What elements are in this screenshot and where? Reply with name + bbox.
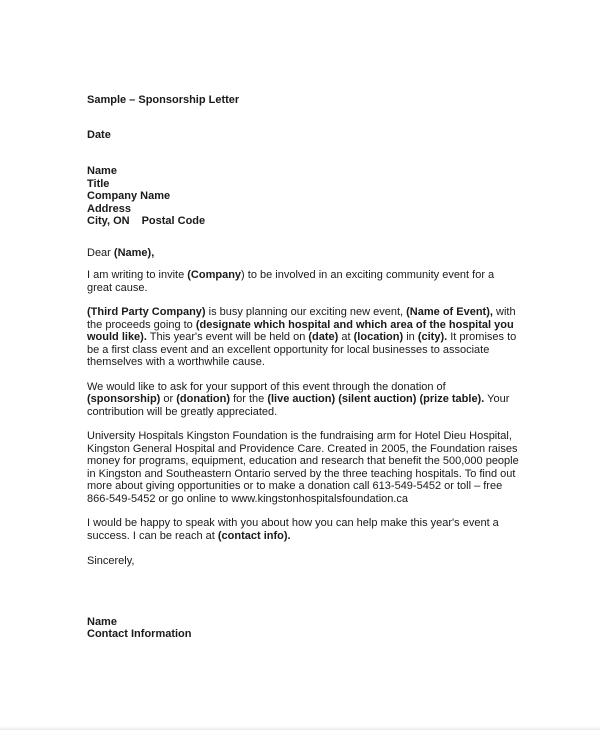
- letter-title: Sample – Sponsorship Letter: [87, 94, 240, 106]
- recipient-company: Company Name: [87, 190, 171, 202]
- paragraph-event: (Third Party Company) is busy planning our exciting new event, (Name of Event), with the proceeds going to (designate which hospital and which area of the hospital you would like). This year's event will be held on (date) at (location) in (city). It promises to be a first class event and an excellent opportunity for local businesses to associate themselves with a worthwhile cause.: [87, 306, 517, 368]
- recipient-name: Name: [87, 165, 117, 177]
- recipient-block: [87, 165, 522, 228]
- recipient-address: Address: [87, 202, 132, 215]
- closing: Sincerely,: [87, 555, 135, 567]
- salutation: Dear (Name),: [87, 246, 155, 259]
- paragraph-foundation: University Hospitals Kingston Foundation is the fundraising arm for Hotel Dieu Hospital, Kingston General Hospital and Providence Care. Created in 2005, the Foundation raises money for programs, equipment, education and research that benefit the 500,000 people in Kingston and Southeastern Ontario served by the three teaching hospitals. To find out more about giving opportunities or to make a donation call 613-549-5452 or toll – free 866-549-5452 or go online to www.kingstonhospitalsfoundation.ca: [87, 430, 519, 505]
- paragraph-invite: I am writing to invite (Company) to be involved in an exciting community event for a great cause.: [87, 269, 495, 294]
- paragraph-contact: I would be happy to speak with you about how you can help make this year's event a success. I can be reach at (contact info).: [87, 517, 499, 542]
- recipient-title: Title: [87, 177, 110, 190]
- signature-contact: Contact Information: [87, 628, 192, 640]
- letter-body: [87, 94, 522, 641]
- signature-name: Name: [87, 615, 117, 628]
- date-line: Date: [87, 128, 111, 141]
- recipient-city: City, ON: [87, 215, 130, 227]
- recipient-city-line: [87, 215, 522, 228]
- paragraph-support: We would like to ask for your support of this event through the donation of (sponsorship) or (donation) for the (live auction) (silent auction) (prize table). Your contribution will be greatly appreciated.: [87, 380, 510, 418]
- recipient-postal: Postal Code: [141, 215, 206, 227]
